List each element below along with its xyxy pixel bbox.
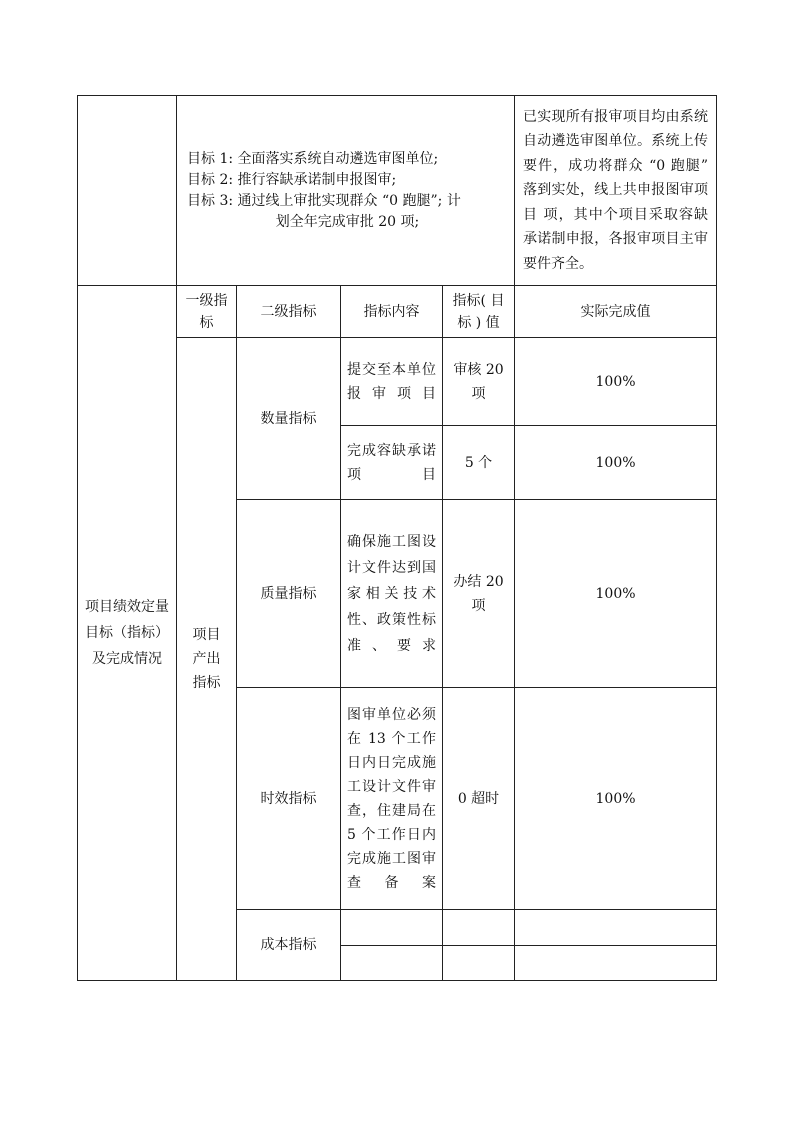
level2-timeliness: 时效指标 (237, 688, 341, 910)
timeliness-actual: 100% (515, 688, 717, 910)
quality-content: 确保施工图设计文件达到国家相关技术性、政策性标准、要求 (341, 500, 443, 688)
quantity-actual-2: 100% (515, 426, 717, 500)
goal-line: 目标 1: 全面落实系统自动遴选审图单位; (187, 150, 439, 167)
level2-quantity: 数量指标 (237, 338, 341, 500)
goal-line: 划全年完成审批 20 项; (275, 213, 420, 230)
quantity-content-1: 提交至本单位报审项目 (341, 338, 443, 426)
cost-actual-2 (515, 946, 717, 981)
quantity-actual-1: 100% (515, 338, 717, 426)
cost-content-2 (341, 946, 443, 981)
goals-row (78, 96, 717, 286)
cost-content-1 (341, 910, 443, 946)
performance-table (77, 95, 717, 981)
header-actual: 实际完成值 (515, 286, 717, 338)
level2-cost: 成本指标 (237, 910, 341, 981)
goal-line: 目标 3: 通过线上审批实现群众 “0 跑腿”; 计 (187, 192, 461, 209)
timeliness-target: 0 超时 (443, 688, 515, 910)
goals-cell (177, 96, 515, 286)
timeliness-content: 图审单位必须在 13 个工作日内日完成施工设计文件审查，住建局在 5 个工作日内完成施工图审查备案 (341, 688, 443, 910)
header-row (78, 286, 717, 338)
quantity-content-2: 完成容缺承诺项目 (341, 426, 443, 500)
section-label: 项目绩效定量目标（指标）及完成情况 (78, 286, 177, 981)
header-target: 指标( 目标 ) 值 (443, 286, 515, 338)
goals-row-label (78, 96, 177, 286)
level2-quality: 质量指标 (237, 500, 341, 688)
goals-actual-cell: 已实现所有报审项目均由系统自动遴选审图单位。系统上传要件，成功将群众 “0 跑腿” 落到实处，线上共申报图审项目 项，其中个项目采取容缺承诺制申报，各报审项目主审要件齐全。 (515, 96, 717, 286)
quantity-target-2: 5 个 (443, 426, 515, 500)
level1-label: 项目产出指标 (177, 338, 237, 981)
header-level2: 二级指标 (237, 286, 341, 338)
header-content: 指标内容 (341, 286, 443, 338)
cost-target-2 (443, 946, 515, 981)
cost-target-1 (443, 910, 515, 946)
goal-line: 目标 2: 推行容缺承诺制申报图审; (187, 171, 397, 188)
cost-actual-1 (515, 910, 717, 946)
quantity-target-1: 审核 20 项 (443, 338, 515, 426)
quality-target: 办结 20 项 (443, 500, 515, 688)
header-level1: 一级指标 (177, 286, 237, 338)
quality-actual: 100% (515, 500, 717, 688)
